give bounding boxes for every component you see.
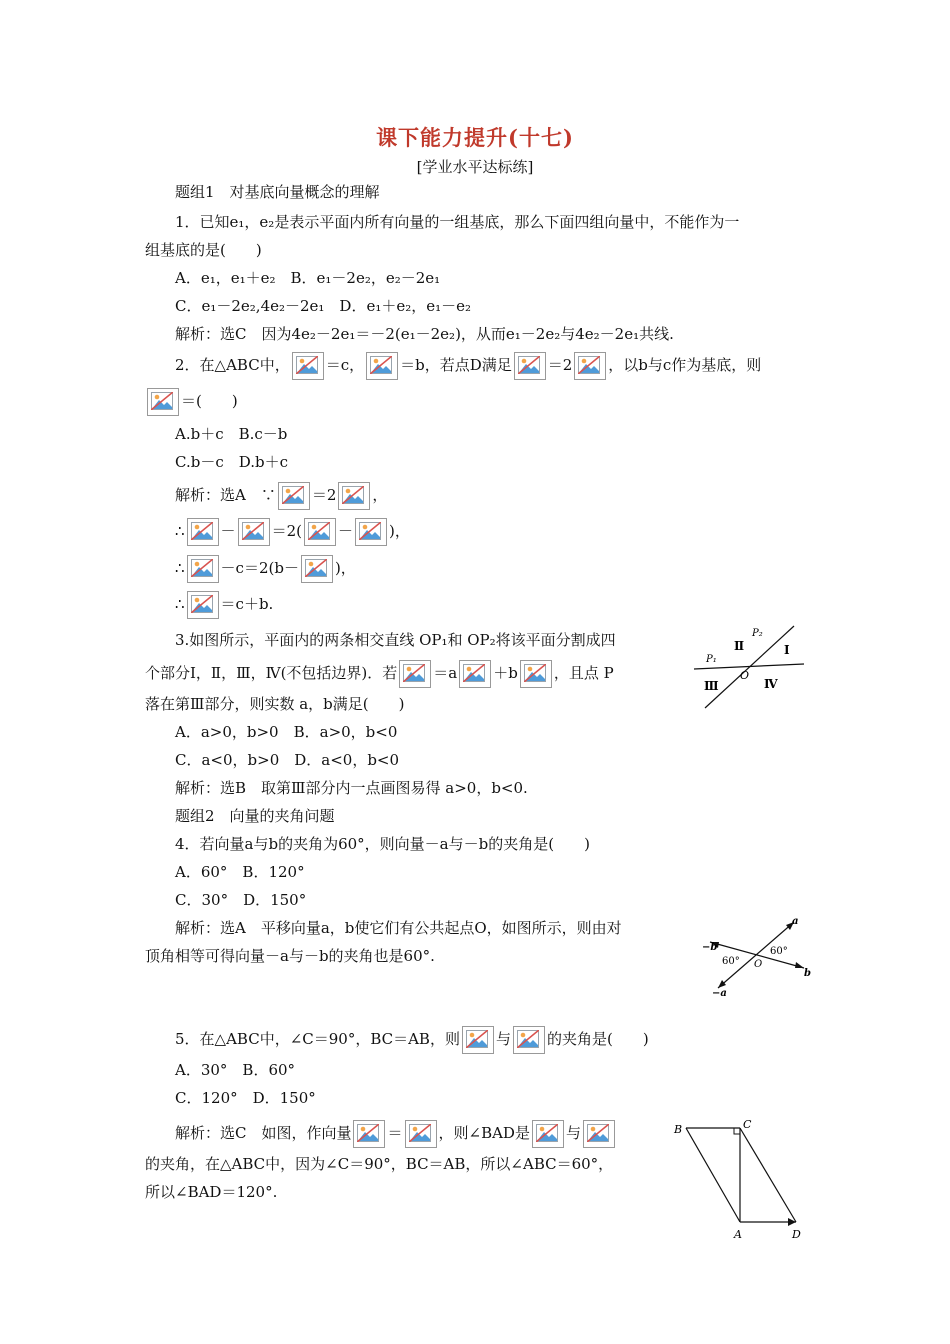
label-b: b (804, 968, 811, 979)
image-placeholder-icon (405, 1120, 437, 1148)
question-2-solution-2 (175, 518, 410, 546)
question-3-fragment: ＋b (493, 664, 518, 682)
image-placeholder-icon (462, 1026, 494, 1054)
figure-vector-angle (700, 912, 820, 1000)
figure-parallelogram (668, 1112, 814, 1244)
question-4-options-ab: A．60° B．120° (175, 863, 305, 881)
broken-image-icon (282, 486, 304, 504)
label-region-4: Ⅳ (764, 677, 778, 691)
solution-fragment: ＝c＋b. (220, 595, 274, 613)
solution-text: ∴ (175, 522, 185, 540)
image-placeholder-icon (459, 660, 491, 688)
label-region-3: Ⅲ (704, 679, 719, 693)
question-3-text: 个部分Ⅰ，Ⅱ，Ⅲ，Ⅳ(不包括边界)．若 (145, 664, 398, 682)
question-1-line-2: 组基底的是( ) (145, 241, 262, 259)
arrow-b-icon (795, 962, 804, 968)
label-region-1: Ⅰ (784, 643, 790, 657)
question-4-solution-2: 顶角相等可得向量－a与－b的夹角也是60°. (145, 947, 435, 965)
broken-image-icon (403, 664, 425, 682)
question-5-text-part: 5．在△ABC中，∠C＝90°，BC＝AB，则 (175, 1030, 460, 1048)
question-5-solution-1 (175, 1120, 617, 1148)
solution-fragment: ，则∠BAD是 (438, 1124, 530, 1142)
image-placeholder-icon (292, 352, 324, 380)
broken-image-icon (518, 356, 540, 374)
question-2-line-1 (175, 352, 761, 380)
broken-image-icon (578, 356, 600, 374)
label-p2: P₂ (752, 628, 763, 639)
image-placeholder-icon (399, 660, 431, 688)
broken-image-icon (524, 664, 546, 682)
label-origin: O (740, 669, 750, 682)
image-placeholder-icon (366, 352, 398, 380)
broken-image-icon (357, 1124, 379, 1142)
right-angle-marker (734, 1128, 740, 1134)
question-3-line-2 (145, 660, 614, 688)
label-b: B (674, 1123, 683, 1136)
question-3-options-ab: A．a>0，b>0 B．a>0，b<0 (175, 723, 398, 741)
broken-image-icon (308, 522, 330, 540)
label-a: a (792, 916, 799, 927)
broken-image-icon (191, 595, 213, 613)
broken-image-icon (305, 559, 327, 577)
question-2-solution-4 (175, 591, 273, 619)
question-2-solution-1 (175, 482, 387, 510)
solution-fragment: ＝2 (311, 486, 337, 504)
solution-fragment: － (220, 522, 236, 540)
solution-fragment: ＝2( (271, 522, 302, 540)
section-heading-1: 题组1 对基底向量概念的理解 (175, 183, 380, 201)
label-neg-b: −b (702, 942, 718, 953)
question-2-options-ab: A.b＋c B.c－b (175, 425, 288, 443)
image-placeholder-icon (238, 518, 270, 546)
page-title: 课下能力提升(十七) (376, 125, 574, 150)
broken-image-icon (370, 356, 392, 374)
solution-fragment: )， (334, 559, 356, 577)
question-3-solution: 解析：选B 取第Ⅲ部分内一点画图易得 a>0，b<0. (175, 779, 528, 797)
section-heading-2: 题组2 向量的夹角问题 (175, 807, 335, 825)
image-placeholder-icon (304, 518, 336, 546)
label-neg-a: −a (712, 988, 727, 999)
image-placeholder-icon (353, 1120, 385, 1148)
question-2-text: ＝( ) (181, 392, 238, 410)
question-2-text: 2．在△ABC中， (175, 356, 290, 374)
image-placeholder-icon (187, 518, 219, 546)
question-2-fragment: ，以b与c作为基底，则 (608, 356, 762, 374)
broken-image-icon (409, 1124, 431, 1142)
question-2-fragment: ＝c， (325, 356, 365, 374)
solution-text: ∴ (175, 559, 185, 577)
segment-cd (740, 1128, 796, 1222)
image-placeholder-icon (187, 555, 219, 583)
question-5-solution-3: 所以∠BAD＝120°. (145, 1183, 278, 1201)
broken-image-icon (587, 1124, 609, 1142)
question-2-options-cd: C.b－c D.b＋c (175, 453, 288, 471)
broken-image-icon (191, 522, 213, 540)
solution-fragment: ， (372, 486, 388, 504)
image-placeholder-icon (301, 555, 333, 583)
question-4-text: 4．若向量a与b的夹角为60°，则向量－a与－b的夹角是( ) (175, 835, 590, 853)
question-1-line-1: 1．已知e₁，e₂是表示平面内所有向量的一组基底，那么下面四组向量中，不能作为一 (175, 213, 740, 231)
question-5-options-ab: A．30° B．60° (175, 1061, 296, 1079)
solution-fragment: )， (388, 522, 410, 540)
question-2-line-2 (145, 388, 238, 416)
image-placeholder-icon (514, 352, 546, 380)
question-5-fragment: 的夹角是( ) (546, 1030, 649, 1048)
image-placeholder-icon (338, 482, 370, 510)
question-3-fragment: ，且点 P (553, 664, 614, 682)
broken-image-icon (359, 522, 381, 540)
question-3-line-1: 3.如图所示，平面内的两条相交直线 OP₁和 OP₂将该平面分割成四 (175, 631, 616, 649)
image-placeholder-icon (513, 1026, 545, 1054)
arrow-neg-a-icon (718, 980, 726, 988)
question-1-options-ab: A．e₁，e₁＋e₂ B．e₁－2e₂，e₂－2e₁ (175, 269, 441, 287)
image-placeholder-icon (278, 482, 310, 510)
question-5-text (175, 1026, 649, 1054)
question-4-options-cd: C．30° D．150° (175, 891, 307, 909)
solution-text: 解析：选C 如图，作向量 (175, 1124, 352, 1142)
segment-ba (686, 1128, 740, 1222)
question-3-fragment: ＝a (433, 664, 458, 682)
label-a: A (734, 1228, 742, 1241)
label-d: D (792, 1228, 801, 1241)
question-2-solution-3 (175, 555, 356, 583)
broken-image-icon (296, 356, 318, 374)
question-5-solution-2: 的夹角，在△ABC中，因为∠C＝90°，BC＝AB，所以∠ABC＝60°， (145, 1155, 614, 1173)
solution-fragment: ＝ (387, 1124, 403, 1142)
question-5-fragment: 与 (495, 1030, 511, 1048)
image-placeholder-icon (147, 388, 179, 416)
image-placeholder-icon (187, 591, 219, 619)
question-3-line-3: 落在第Ⅲ部分，则实数 a，b满足( ) (145, 695, 405, 713)
label-p1: P₁ (706, 654, 717, 665)
label-origin: O (754, 959, 763, 970)
solution-text: 解析：选A ∵ (175, 486, 276, 504)
label-region-2: Ⅱ (734, 639, 745, 653)
question-5-options-cd: C．120° D．150° (175, 1089, 316, 1107)
broken-image-icon (466, 1030, 488, 1048)
label-angle-2: 60° (722, 956, 740, 967)
question-2-fragment: ＝b，若点D满足 (400, 356, 512, 374)
broken-image-icon (151, 392, 173, 410)
question-4-solution-1: 解析：选A 平移向量a，b使它们有公共起点O，如图所示，则由对 (175, 919, 622, 937)
broken-image-icon (517, 1030, 539, 1048)
label-angle-1: 60° (770, 946, 788, 957)
question-2-fragment: ＝2 (547, 356, 573, 374)
solution-text: ∴ (175, 595, 185, 613)
broken-image-icon (463, 664, 485, 682)
label-c: C (743, 1118, 752, 1131)
solution-fragment: 与 (565, 1124, 581, 1142)
image-placeholder-icon (574, 352, 606, 380)
broken-image-icon (342, 486, 364, 504)
broken-image-icon (242, 522, 264, 540)
broken-image-icon (536, 1124, 558, 1142)
solution-fragment: －c＝2(b－ (220, 559, 299, 577)
question-1-options-cd: C．e₁－2e₂,4e₂－2e₁ D．e₁＋e₂，e₁－e₂ (175, 297, 472, 315)
figure-intersecting-lines (690, 622, 810, 714)
image-placeholder-icon (355, 518, 387, 546)
image-placeholder-icon (583, 1120, 615, 1148)
page-subtitle: [学业水平达标练] (416, 158, 534, 176)
broken-image-icon (191, 559, 213, 577)
question-3-options-cd: C．a<0，b>0 D．a<0，b<0 (175, 751, 400, 769)
solution-fragment: － (337, 522, 353, 540)
question-1-solution: 解析：选C 因为4e₂－2e₁＝－2(e₁－2e₂)，从而e₁－2e₂与4e₂－2e₁共线. (175, 325, 674, 343)
image-placeholder-icon (532, 1120, 564, 1148)
image-placeholder-icon (520, 660, 552, 688)
